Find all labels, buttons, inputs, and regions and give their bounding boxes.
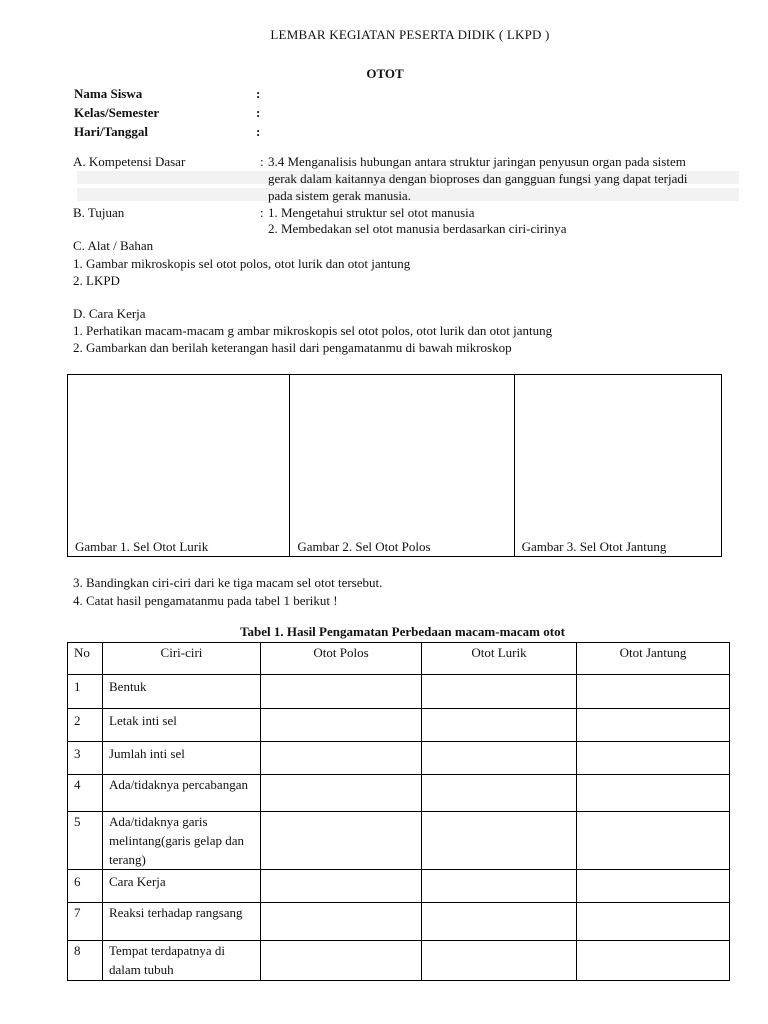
page-title: LEMBAR KEGIATAN PESERTA DIDIK ( LKPD ) (270, 27, 550, 42)
header-otot-jantung: Otot Jantung (577, 643, 730, 675)
row-ciri: Cara Kerja (103, 870, 261, 903)
header-otot-polos: Otot Polos (261, 643, 422, 675)
cell-otot-polos[interactable] (261, 742, 422, 775)
identity-sep-date: : (256, 124, 261, 139)
cell-otot-polos[interactable] (261, 812, 422, 870)
figure-caption: Gambar 2. Sel Otot Polos (297, 539, 431, 554)
cell-otot-lurik[interactable] (422, 775, 577, 812)
table-row (68, 870, 730, 903)
table-caption: Tabel 1. Hasil Pengamatan Perbedaan macam-macam otot (240, 624, 565, 639)
cell-otot-jantung[interactable] (577, 870, 730, 903)
section-d-item-4: 4. Catat hasil pengamatanmu pada tabel 1 berikut ! (73, 593, 338, 608)
header-no: No (68, 643, 103, 675)
cell-otot-jantung[interactable] (577, 742, 730, 775)
cell-otot-polos[interactable] (261, 941, 422, 981)
section-b-line-2: 2. Membedakan sel otot manusia berdasarkan ciri-cirinya (268, 221, 567, 236)
table-row (68, 812, 730, 870)
figure-box-jantung[interactable] (515, 375, 721, 556)
cell-otot-jantung[interactable] (577, 812, 730, 870)
section-d-item-3: 3. Bandingkan ciri-ciri dari ke tiga macam sel otot tersebut. (73, 575, 383, 590)
header-otot-lurik: Otot Lurik (422, 643, 577, 675)
row-no: 8 (68, 941, 103, 981)
table-row (68, 742, 730, 775)
cell-otot-polos[interactable] (261, 903, 422, 941)
cell-otot-lurik[interactable] (422, 870, 577, 903)
cell-otot-jantung[interactable] (577, 941, 730, 981)
section-b-label: B. Tujuan (73, 205, 125, 220)
row-ciri: Letak inti sel (103, 709, 261, 742)
table-row (68, 775, 730, 812)
identity-sep-name: : (256, 86, 261, 101)
identity-label-date: Hari/Tanggal (74, 124, 148, 139)
cell-otot-lurik[interactable] (422, 812, 577, 870)
figure-box-polos[interactable] (290, 375, 514, 556)
figure-caption: Gambar 1. Sel Otot Lurik (75, 539, 209, 554)
identity-sep-class: : (256, 105, 261, 120)
cell-otot-polos[interactable] (261, 870, 422, 903)
table-row (68, 941, 730, 981)
cell-otot-lurik[interactable] (422, 742, 577, 775)
row-ciri: Tempat terdapatnya di dalam tubuh (103, 941, 261, 981)
cell-otot-jantung[interactable] (577, 903, 730, 941)
section-c-label: C. Alat / Bahan (73, 238, 154, 253)
figure-box-lurik[interactable] (68, 375, 290, 556)
page-subtitle: OTOT (366, 66, 404, 81)
row-ciri: Reaksi terhadap rangsang (103, 903, 261, 941)
header-ciri: Ciri-ciri (103, 643, 261, 675)
cell-otot-lurik[interactable] (422, 941, 577, 981)
table-header-row (68, 643, 730, 675)
figure-caption: Gambar 3. Sel Otot Jantung (521, 539, 667, 554)
table-row (68, 709, 730, 742)
row-no: 5 (68, 812, 103, 870)
cell-otot-polos[interactable] (261, 675, 422, 709)
section-b-sep: : (260, 205, 264, 220)
section-d-label: D. Cara Kerja (73, 306, 146, 321)
observation-table (67, 642, 730, 981)
section-a-label: A. Kompetensi Dasar (73, 154, 186, 169)
row-no: 1 (68, 675, 103, 709)
identity-label-name: Nama Siswa (74, 86, 143, 101)
row-ciri: Ada/tidaknya garis melintang(garis gelap dan terang) (103, 812, 261, 870)
table-row (68, 903, 730, 941)
table-row (68, 675, 730, 709)
cell-otot-jantung[interactable] (577, 775, 730, 812)
figure-boxes (67, 374, 722, 557)
row-no: 7 (68, 903, 103, 941)
row-ciri: Bentuk (103, 675, 261, 709)
section-a-line-1: 3.4 Menganalisis hubungan antara struktur jaringan penyusun organ pada sistem (268, 154, 686, 169)
section-a-line-3: pada sistem gerak manusia. (268, 188, 411, 203)
cell-otot-lurik[interactable] (422, 675, 577, 709)
cell-otot-polos[interactable] (261, 709, 422, 742)
cell-otot-polos[interactable] (261, 775, 422, 812)
section-d-item-2: 2. Gambarkan dan berilah keterangan hasil dari pengamatanmu di bawah mikroskop (73, 340, 512, 355)
section-c-item-2: 2. LKPD (73, 273, 120, 288)
cell-otot-jantung[interactable] (577, 709, 730, 742)
row-no: 6 (68, 870, 103, 903)
cell-otot-lurik[interactable] (422, 903, 577, 941)
row-no: 2 (68, 709, 103, 742)
row-no: 3 (68, 742, 103, 775)
section-a-line-2: gerak dalam kaitannya dengan bioproses dan gangguan fungsi yang dapat terjadi (268, 171, 688, 186)
cell-otot-jantung[interactable] (577, 675, 730, 709)
identity-label-class: Kelas/Semester (74, 105, 160, 120)
section-c-item-1: 1. Gambar mikroskopis sel otot polos, otot lurik dan otot jantung (73, 256, 411, 271)
row-ciri: Jumlah inti sel (103, 742, 261, 775)
section-d-item-1: 1. Perhatikan macam-macam g ambar mikroskopis sel otot polos, otot lurik dan otot jantung (73, 323, 553, 338)
section-a-sep: : (260, 154, 264, 169)
section-b-line-1: 1. Mengetahui struktur sel otot manusia (268, 205, 475, 220)
row-ciri: Ada/tidaknya percabangan (103, 775, 261, 812)
row-no: 4 (68, 775, 103, 812)
cell-otot-lurik[interactable] (422, 709, 577, 742)
